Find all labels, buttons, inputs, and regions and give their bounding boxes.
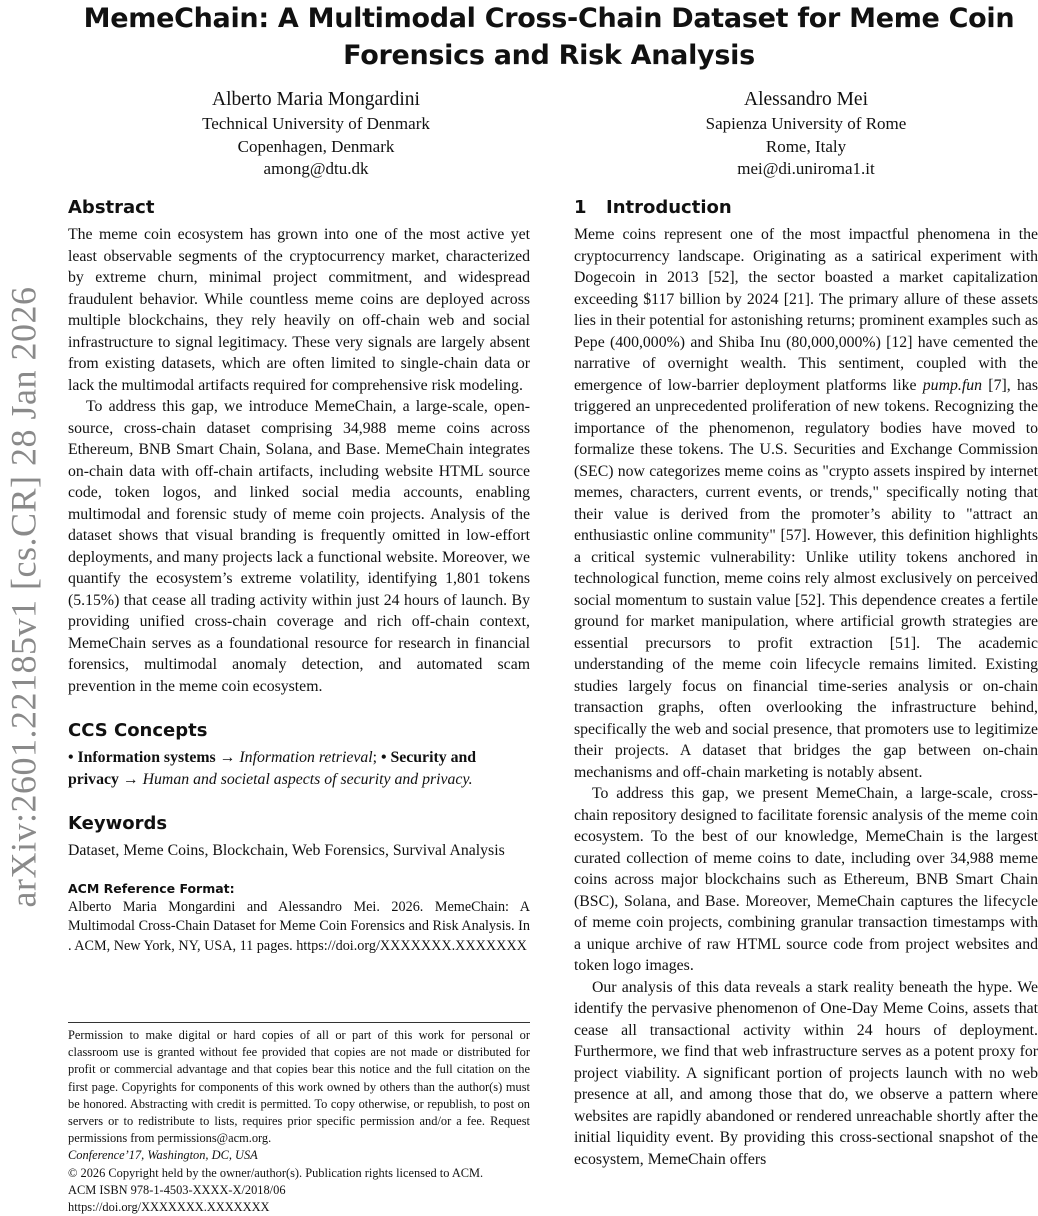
ccs-arrow: → [118, 770, 143, 788]
author-location: Rome, Italy [765, 136, 847, 156]
intro-heading [574, 196, 1038, 220]
paper-title: MemeChain: A Multimodal Cross-Chain Dataset for Meme Coin Forensics and Risk Analysis [83, 3, 1015, 71]
author-name: Alessandro Mei [743, 89, 869, 110]
acm-reference-text: Alberto Maria Mongardini and Alessandro Mei. 2026. MemeChain: A Multimodal Cross-Chain Dataset for Meme Coin Forensics and Risk Analysis. In . ACM, New York, NY, USA, 11 pages. https://doi.org/XXXXXXX.XXXXXXX [68, 898, 530, 954]
arxiv-identifier[interactable]: arXiv:2601.22185v1 [cs.CR] 28 Jan 2026 [3, 286, 44, 908]
ccs-concept-1: • Information systems [68, 749, 216, 766]
permission-text: Permission to make digital or hard copies of all or part of this work for personal or classroom use is granted without fee provided that copies are not made or distributed for profit or commercial advantage and that copies bear this notice and the full citation on the first page. Copyrights for components of this work owned by others than the author(s) must be honored. Abstracting with credit is permitted. To copy otherwise, or republish, to post on servers or to redistribute to lists, requires prior specific permission and/or a fee. Request permissions from permissions@acm.org. [68, 1028, 530, 1146]
author-1 [106, 88, 526, 181]
section-number: 1 [574, 197, 587, 218]
ccs-concept-2-sub: Human and societal aspects of security and privacy. [142, 770, 473, 788]
abstract-paragraph-1: The meme coin ecosystem has grown into one of the most active yet least observable segments of the cryptocurrency market, characterized by extreme churn, minimal project commitment, and widespread fraudulent behavior. While countless meme coins are deployed across multiple blockchains, they rely heavily on off-chain web and social infrastructure to signal legitimacy. These very signals are largely absent from existing datasets, which are often limited to single-chain data or lack the multimodal artifacts required for comprehensive risk modeling. [68, 226, 530, 394]
author-name: Alberto Maria Mongardini [212, 89, 420, 110]
keywords-text: Dataset, Meme Coins, Blockchain, Web Forensics, Survival Analysis [68, 842, 505, 859]
author-email[interactable]: among@dtu.dk [263, 159, 369, 178]
author-affiliation: Sapienza University of Rome [705, 114, 907, 133]
author-location: Copenhagen, Denmark [237, 136, 395, 156]
right-column [574, 196, 1038, 1170]
conference-line: Conference’17, Washington, DC, USA [68, 1148, 258, 1163]
ccs-heading: CCS Concepts [68, 720, 208, 741]
ccs-concept-2: • Security and privacy [68, 749, 477, 788]
intro-p1-text-a: Meme coins represent one of the most impactful phenomena in the cryptocurrency landscape. Originating as a satirical experiment with Dogecoin in 2013 [52], the sector boasted a market capitalization exceeding $117 billion by 2024 [21]. The primary allure of these assets lies in their potential for astonishing returns; prominent examples such as Pepe (400,000%) and Shiba Inu (80,000,000%) [12] have cemented the narrative of overnight wealth. This sentiment, coupled with the emergence of low-barrier deployment platforms like [574, 226, 1038, 394]
copyright-line: © 2026 Copyright held by the owner/author(s). Publication rights licensed to ACM. [68, 1165, 484, 1180]
ccs-concept-1-sub: Information retrieval [239, 749, 373, 766]
intro-paragraph-1 [574, 224, 1038, 783]
ccs-concepts [68, 747, 530, 790]
left-column [68, 196, 530, 956]
keywords-heading: Keywords [68, 813, 168, 834]
intro-paragraph-2: To address this gap, we present MemeChain, a large-scale, cross-chain repository designed to facilitate forensic analysis of the meme coin ecosystem. To the best of our knowledge, MemeChain is the largest curated collection of meme coins to date, including over 34,988 meme coins across major blockchains such as Ethereum, BNB Smart Chain (BSC), Solana, and Base. Moreover, MemeChain captures the lifecycle of meme coin projects, combining granular transaction timestamps with a unique archive of raw HTML source code from project websites and token logo images. [574, 785, 1038, 974]
ccs-separator: ; [372, 749, 381, 766]
arxiv-stamp [0, 262, 46, 932]
abstract-paragraph-2: To address this gap, we introduce MemeChain, a large-scale, open-source, cross-chain dataset comprising 34,988 meme coins across Ethereum, BNB Smart Chain, Solana, and Base. MemeChain integrates on-chain data with off-chain artifacts, including website HTML source code, token logos, and linked social media accounts, enabling multimodal and forensic study of meme coin projects. Analysis of the dataset shows that visual branding is frequently omitted in low-effort deployments, and many projects lack a functional website. Moreover, we quantify the ecosystem’s extreme volatility, identifying 1,801 tokens (5.15%) that cease all trading activity within just 24 hours of launch. By providing unified cross-chain coverage and rich off-chain context, MemeChain serves as a foundational resource for research in financial forensics, multimodal anomaly detection, and automated scam prevention in the meme coin ecosystem. [68, 398, 530, 695]
permission-footnote [68, 1022, 530, 1216]
isbn-line: ACM ISBN 978-1-4503-XXXX-X/2018/06 [68, 1182, 286, 1197]
author-email[interactable]: mei@di.uniroma1.it [737, 159, 875, 178]
acm-reference-heading: ACM Reference Format: [68, 880, 235, 896]
intro-paragraph-3: Our analysis of this data reveals a stark reality beneath the hype. We identify the pervasive phenomenon of One-Day Meme Coins, assets that cease all transactional activity within 24 hours of deployment. Furthermore, we find that web infrastructure serves as a potent proxy for project viability. A significant portion of projects launch with no web presence at all, and among those that do, we observe a pattern where websites are rapidly abandoned or rendered unreachable shortly after the initial liquidity event. By providing this cross-sectional snapshot of the ecosystem, MemeChain offers [574, 978, 1038, 1168]
intro-p1-italic: pump.fun [922, 376, 983, 394]
doi-link[interactable]: https://doi.org/XXXXXXX.XXXXXXX [68, 1200, 270, 1215]
author-2 [596, 88, 1016, 181]
ccs-arrow: → [215, 749, 240, 766]
abstract-heading: Abstract [68, 197, 155, 218]
author-affiliation: Technical University of Denmark [202, 114, 430, 133]
section-title: Introduction [606, 197, 732, 218]
intro-p1-text-b: [7], has triggered an unprecedented proliferation of new tokens. Recognizing the importance of the phenomenon, regulatory bodies have moved to formalize these tokens. The U.S. Securities and Exchange Commission (SEC) now categorizes meme coins as "crypto assets inspired by internet memes, characters, current events, or trends," specifically noting that their value is derived from the promoter’s ability to "attract an enthusiastic online community" [57]. However, this definition highlights a critical systemic vulnerability: Unlike utility tokens anchored in technological function, meme coins rely almost exclusively on perceived social momentum to sustain value [52]. This dependence creates a fertile ground for market manipulation, where artificial growth strategies are essential precursors to profit extraction [51]. The academic understanding of the meme coin lifecycle remains limited. Existing studies largely focus on financial time-series analysis or on-chain transaction graphs, often overlooking the infrastructure behind, specifically the web and social presence, that promoters use to legitimize their projects. A dataset that bridges the gap between on-chain mechanisms and off-chain marketing is notably absent. [574, 376, 1038, 781]
